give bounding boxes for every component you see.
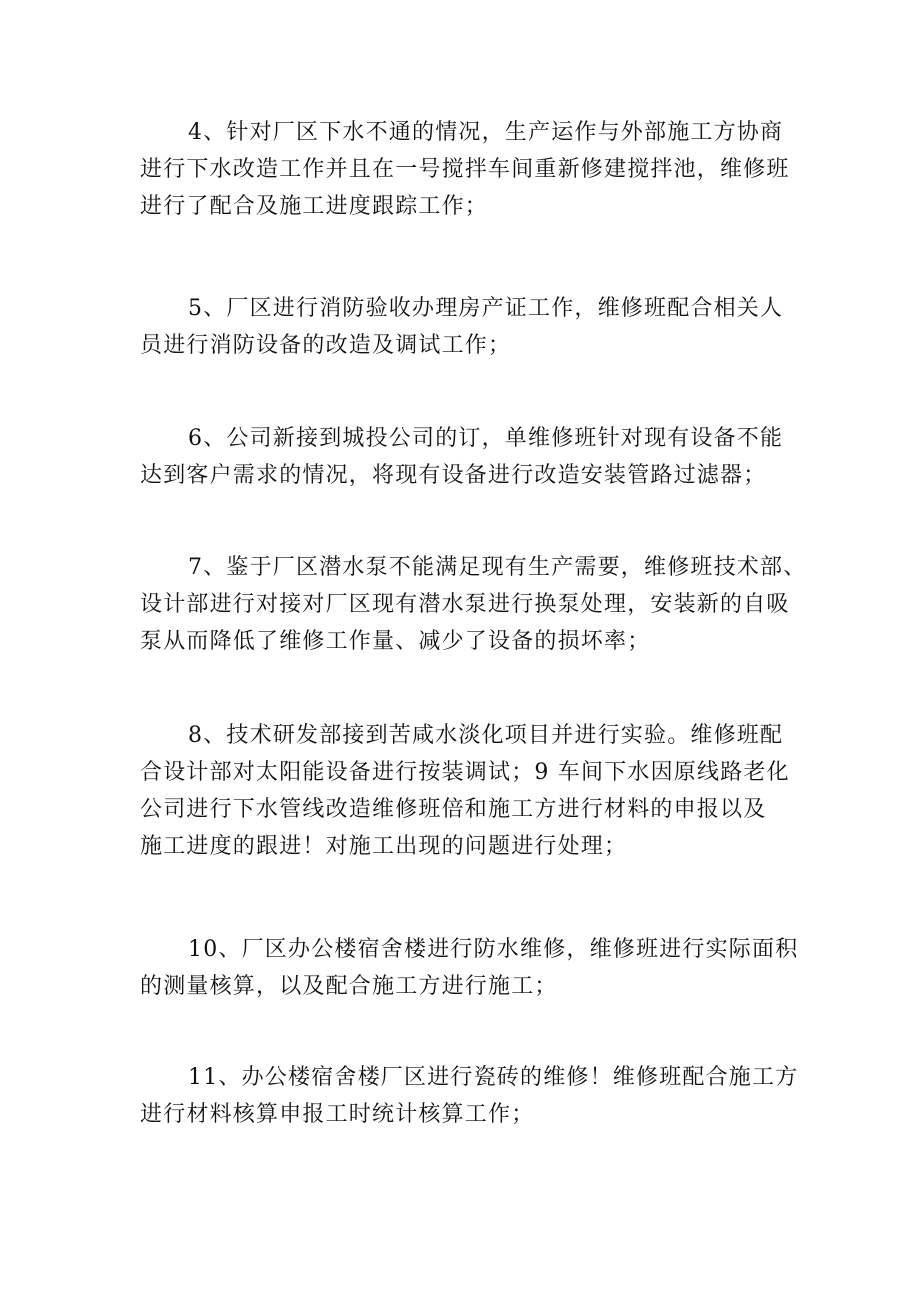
paragraph-line: 11、办公楼宿舍楼厂区进行瓷砖的维修！维修班配合施工方 [188,1065,799,1090]
paragraph-item-7 [140,549,807,660]
paragraph-item-10 [140,931,800,1005]
paragraph-item-11 [140,1059,800,1133]
paragraph-line: 7、鉴于厂区潜水泵不能满足现有生产需要，维修班技术部、 [188,555,807,580]
paragraph-line: 合设计部对太阳能设备进行按装调试；9 车间下水因原线路老化 [140,760,790,785]
paragraph-line: 8、技术研发部接到苦咸水淡化项目并进行实验。维修班配 [188,723,784,748]
paragraph-line: 公司进行下水管线改造维修班倍和施工方进行材料的申报以及 [140,797,767,822]
paragraph-line: 10、厂区办公楼宿舍楼进行防水维修，维修班进行实际面积 [188,937,799,962]
paragraph-item-6 [140,420,800,494]
paragraph-line: 6、公司新接到城投公司的订，单维修班针对现有设备不能 [188,426,784,451]
paragraph-line: 4、针对厂区下水不通的情况，生产运作与外部施工方协商 [188,120,784,145]
paragraph-item-4 [140,114,800,225]
paragraph-line: 的测量核算，以及配合施工方进行施工； [140,974,558,999]
paragraph-line: 员进行消防设备的改造及调试工作； [140,333,512,358]
paragraph-line: 泵从而降低了维修工作量、减少了设备的损坏率； [140,629,651,654]
paragraph-line: 进行下水改造工作并且在一号搅拌车间重新修建搅拌池，维修班 [140,157,790,182]
paragraph-line: 进行材料核算申报工时统计核算工作； [140,1102,535,1127]
paragraph-line: 进行了配合及施工进度跟踪工作； [140,194,489,219]
paragraph-item-5 [140,290,800,364]
paragraph-line: 施工进度的跟进！对施工出现的问题进行处理； [140,834,628,859]
paragraph-line: 设计部进行对接对厂区现有潜水泵进行换泵处理，安装新的自吸 [140,592,790,617]
paragraph-line: 达到客户需求的情况，将现有设备进行改造安装管路过滤器； [140,463,767,488]
paragraph-line: 5、厂区进行消防验收办理房产证工作，维修班配合相关人 [188,296,784,321]
paragraph-item-8 [140,717,800,865]
